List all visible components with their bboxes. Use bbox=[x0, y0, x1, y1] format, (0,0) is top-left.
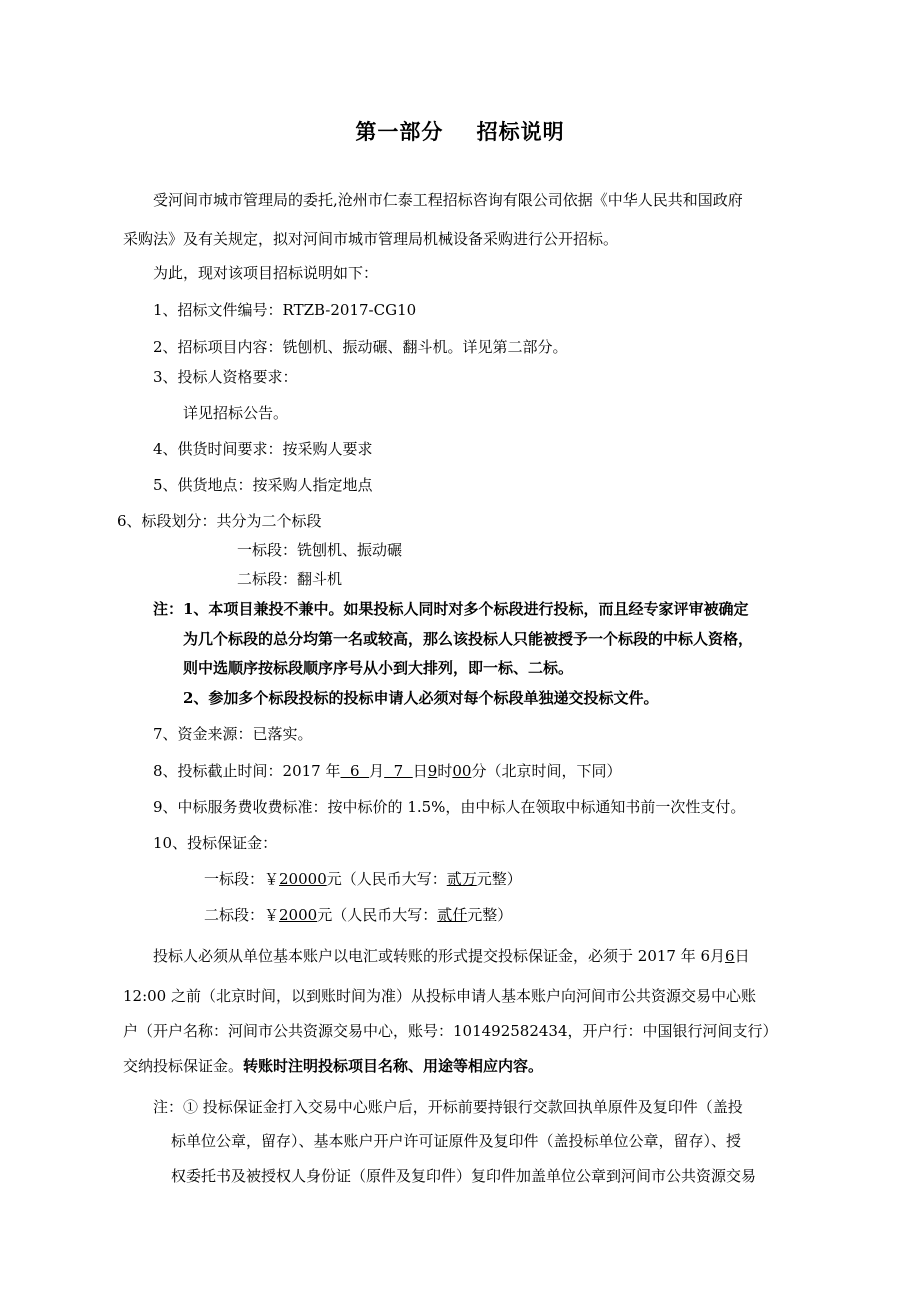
payment-line-1-prefix: 投标人必须从单位基本账户以电汇或转账的形式提交投标保证金，必须于 2017 年 6 bbox=[153, 947, 711, 965]
note-line-1: 注：1、本项目兼投不兼中。如果投标人同时对多个标段进行投标，而且经专家评审被确定 bbox=[153, 600, 749, 618]
payment-line-4-bold: 转账时注明投标项目名称、用途等相应内容。 bbox=[243, 1057, 544, 1075]
deadline-hour-label: 时 bbox=[437, 762, 453, 780]
deadline-day-label: 日 bbox=[412, 762, 428, 780]
payment-line-4 bbox=[123, 1056, 543, 1076]
bond-lot-two-tail: 元整） bbox=[467, 906, 513, 924]
intro-paragraph-line-1: 受河间市城市管理局的委托,沧州市仁泰工程招标咨询有限公司依据《中华人民共和国政府 bbox=[153, 191, 743, 209]
note-line-3: 则中选顺序按标段顺序序号从小到大排列，即一标、二标。 bbox=[183, 659, 574, 677]
lot-two: 二标段：翻斗机 bbox=[237, 570, 343, 588]
deadline-day: 7 bbox=[384, 762, 413, 780]
payment-line-1 bbox=[153, 946, 750, 966]
item-deadline bbox=[153, 761, 621, 781]
note-line-4: 2、参加多个标段投标的投标申请人必须对每个标段单独递交投标文件。 bbox=[183, 689, 659, 707]
item-file-number: 1、招标文件编号：RTZB-2017-CG10 bbox=[153, 301, 417, 319]
payment-month-label: 月 bbox=[710, 947, 726, 965]
bond-lot-two bbox=[204, 905, 512, 925]
lot-one: 一标段：铣刨机、振动碾 bbox=[237, 541, 403, 559]
deadline-hour: 9 bbox=[427, 762, 438, 780]
item-bid-bond: 10、投标保证金： bbox=[153, 834, 278, 852]
note2-line-1: 注：① 投标保证金打入交易中心账户后，开标前要持银行交款回执单原件及复印件（盖投 bbox=[153, 1098, 743, 1116]
item-qualification: 3、投标人资格要求： bbox=[153, 368, 298, 386]
deadline-prefix: 8、投标截止时间：2017 年 bbox=[153, 762, 341, 780]
payment-day-label: 日 bbox=[734, 947, 750, 965]
payment-day: 6 bbox=[725, 947, 735, 965]
item-project-content: 2、招标项目内容：铣刨机、振动碾、翻斗机。详见第二部分。 bbox=[153, 338, 568, 356]
note2-line-3: 权委托书及被授权人身份证（原件及复印件）复印件加盖单位公章到河间市公共资源交易 bbox=[171, 1167, 757, 1185]
deadline-minute: 00 bbox=[452, 762, 472, 780]
item-service-fee: 9、中标服务费收费标准：按中标价的 1.5%，由中标人在领取中标通知书前一次性支付。 bbox=[153, 798, 746, 816]
bond-lot-two-mid: 元（人民币大写： bbox=[317, 906, 438, 924]
bond-lot-two-prefix: 二标段：￥ bbox=[204, 906, 280, 924]
item-fund-source: 7、资金来源：已落实。 bbox=[153, 725, 313, 743]
bond-lot-two-words: 贰仟 bbox=[437, 906, 468, 924]
bond-lot-one-tail: 元整） bbox=[476, 870, 522, 888]
item-supply-location: 5、供货地点：按采购人指定地点 bbox=[153, 476, 373, 494]
bond-lot-one-amount: 20000 bbox=[279, 870, 327, 888]
intro-paragraph-line-2: 采购法》及有关规定，拟对河间市城市管理局机械设备采购进行公开招标。 bbox=[123, 230, 619, 248]
payment-line-4-text: 交纳投标保证金。 bbox=[123, 1057, 244, 1075]
deadline-month-label: 月 bbox=[369, 762, 385, 780]
item-lot-division: 6、标段划分：共分为二个标段 bbox=[117, 512, 322, 530]
bond-lot-two-amount: 2000 bbox=[279, 906, 318, 924]
item-qualification-detail: 详见招标公告。 bbox=[183, 404, 289, 422]
bond-lot-one bbox=[204, 869, 522, 889]
note-line-2: 为几个标段的总分均第一名或较高，那么该投标人只能被授予一个标段的中标人资格， bbox=[183, 630, 754, 648]
payment-line-2: 12:00 之前（北京时间，以到账时间为准）从投标申请人基本账户向河间市公共资源交易中心账 bbox=[123, 987, 756, 1005]
intro-statement: 为此，现对该项目招标说明如下： bbox=[153, 264, 379, 282]
bond-lot-one-words: 贰万 bbox=[446, 870, 477, 888]
deadline-month: 6 bbox=[340, 762, 370, 780]
item-supply-time: 4、供货时间要求：按采购人要求 bbox=[153, 440, 373, 458]
bond-lot-one-mid: 元（人民币大写： bbox=[326, 870, 447, 888]
page-title: 第一部分 招标说明 bbox=[355, 119, 565, 144]
bond-lot-one-prefix: 一标段：￥ bbox=[204, 870, 280, 888]
payment-line-3: 户（开户名称：河间市公共资源交易中心，账号：101492582434，开户行：中国银行河间支行） bbox=[123, 1022, 778, 1040]
note2-line-2: 标单位公章，留存）、基本账户开户许可证原件及复印件（盖投标单位公章，留存）、授 bbox=[171, 1132, 742, 1150]
deadline-tail: 分（北京时间，下同） bbox=[471, 762, 622, 780]
